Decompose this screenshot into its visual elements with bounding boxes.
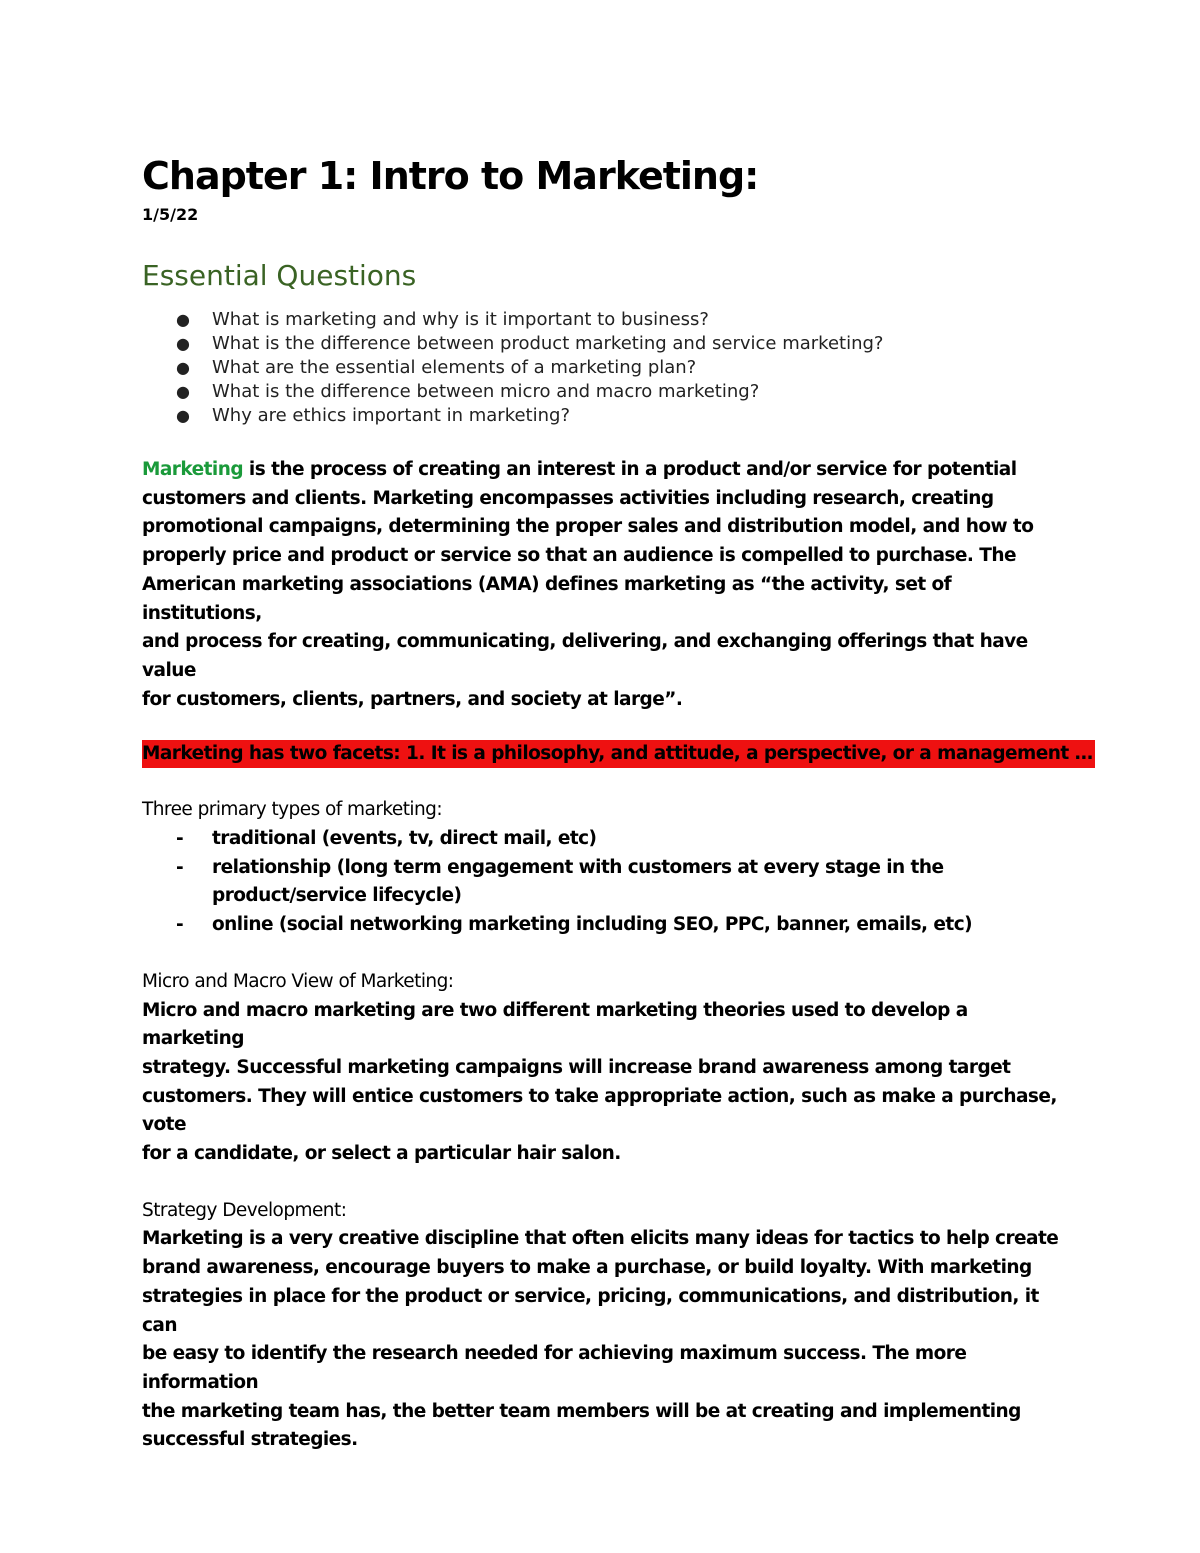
- definition-line: properly price and product or service so that an audience is compelled to purchase. The: [142, 545, 1016, 567]
- marketing-types-list: [142, 825, 1062, 940]
- strategy-line: strategies in place for the product or service, pricing, communications, and distribution, it can: [142, 1285, 1039, 1336]
- question-text: What is the difference between product marketing and service marketing?: [212, 333, 884, 354]
- question-text: What is marketing and why is it important to business?: [212, 309, 709, 330]
- bullet-icon: ●: [176, 358, 190, 377]
- dash-marker: -: [176, 856, 184, 878]
- strategy-line: the marketing team has, the better team members will be at creating and implementing: [142, 1400, 1021, 1422]
- types-label: Three primary types of marketing:: [142, 799, 443, 821]
- type-text: traditional (events, tv, direct mail, etc): [212, 828, 597, 850]
- question-item: [142, 308, 1062, 332]
- question-item: [142, 404, 1062, 428]
- micro-macro-line: for a candidate, or select a particular hair salon.: [142, 1143, 621, 1165]
- question-item: [142, 356, 1062, 380]
- bullet-icon: ●: [176, 382, 190, 401]
- strategy-label: Strategy Development:: [142, 1199, 347, 1221]
- essential-questions-heading: Essential Questions: [142, 259, 417, 292]
- definition-line-text: is the process of creating an interest in a product and/or service for potential: [243, 459, 1017, 480]
- definition-line: [142, 456, 1062, 485]
- strategy-line: brand awareness, encourage buyers to make a purchase, or build loyalty. With marketing: [142, 1257, 1032, 1279]
- page-title: Chapter 1: Intro to Marketing:: [142, 154, 759, 198]
- micro-macro-label: Micro and Macro View of Marketing:: [142, 970, 454, 992]
- marketing-keyword: Marketing: [142, 459, 244, 480]
- type-item: [142, 825, 1062, 854]
- question-text: Why are ethics important in marketing?: [212, 405, 570, 426]
- document-content: [142, 150, 1093, 1455]
- document-date: 1/5/22: [142, 205, 199, 224]
- dash-marker: -: [176, 828, 184, 850]
- definition-line: for customers, clients, partners, and society at large”.: [142, 688, 683, 710]
- bullet-icon: ●: [176, 334, 190, 353]
- question-item: [142, 332, 1062, 356]
- question-text: What are the essential elements of a marketing plan?: [212, 357, 697, 378]
- type-item: [142, 854, 1062, 911]
- strategy-paragraph: [142, 1225, 1062, 1455]
- type-item: [142, 911, 1062, 940]
- definition-line: American marketing associations (AMA) defines marketing as “the activity, set of institutions,: [142, 573, 952, 624]
- definition-line: promotional campaigns, determining the proper sales and distribution model, and how to: [142, 516, 1034, 538]
- strategy-line: Marketing is a very creative discipline that often elicits many ideas for tactics to help create: [142, 1228, 1059, 1250]
- micro-macro-line: customers. They will entice customers to take appropriate action, such as make a purchase, vote: [142, 1085, 1057, 1136]
- bullet-icon: ●: [176, 310, 190, 329]
- micro-macro-line: strategy. Successful marketing campaigns will increase brand awareness among target: [142, 1056, 1011, 1078]
- strategy-line: successful strategies.: [142, 1429, 358, 1451]
- type-text-continued: product/service lifecycle): [212, 885, 462, 907]
- definition-line: and process for creating, communicating, delivering, and exchanging offerings that have value: [142, 631, 1028, 681]
- definition-line: customers and clients. Marketing encompasses activities including research, creating: [142, 487, 994, 509]
- essential-questions-list: [142, 308, 1062, 428]
- marketing-definition-paragraph: [142, 456, 1062, 714]
- highlighted-facets-text: Marketing has two facets: 1. It is a philosophy, and attitude, a perspective, or a management …: [142, 740, 1095, 768]
- type-text: online (social networking marketing including SEO, PPC, banner, emails, etc): [212, 914, 973, 936]
- micro-macro-paragraph: [142, 997, 1062, 1169]
- micro-macro-line: Micro and macro marketing are two different marketing theories used to develop a marketing: [142, 999, 968, 1050]
- question-text: What is the difference between micro and macro marketing?: [212, 381, 760, 402]
- type-text: relationship (long term engagement with customers at every stage in the: [212, 856, 944, 878]
- strategy-line: be easy to identify the research needed for achieving maximum success. The more information: [142, 1343, 967, 1393]
- bullet-icon: ●: [176, 406, 190, 425]
- dash-marker: -: [176, 914, 184, 936]
- question-item: [142, 380, 1062, 404]
